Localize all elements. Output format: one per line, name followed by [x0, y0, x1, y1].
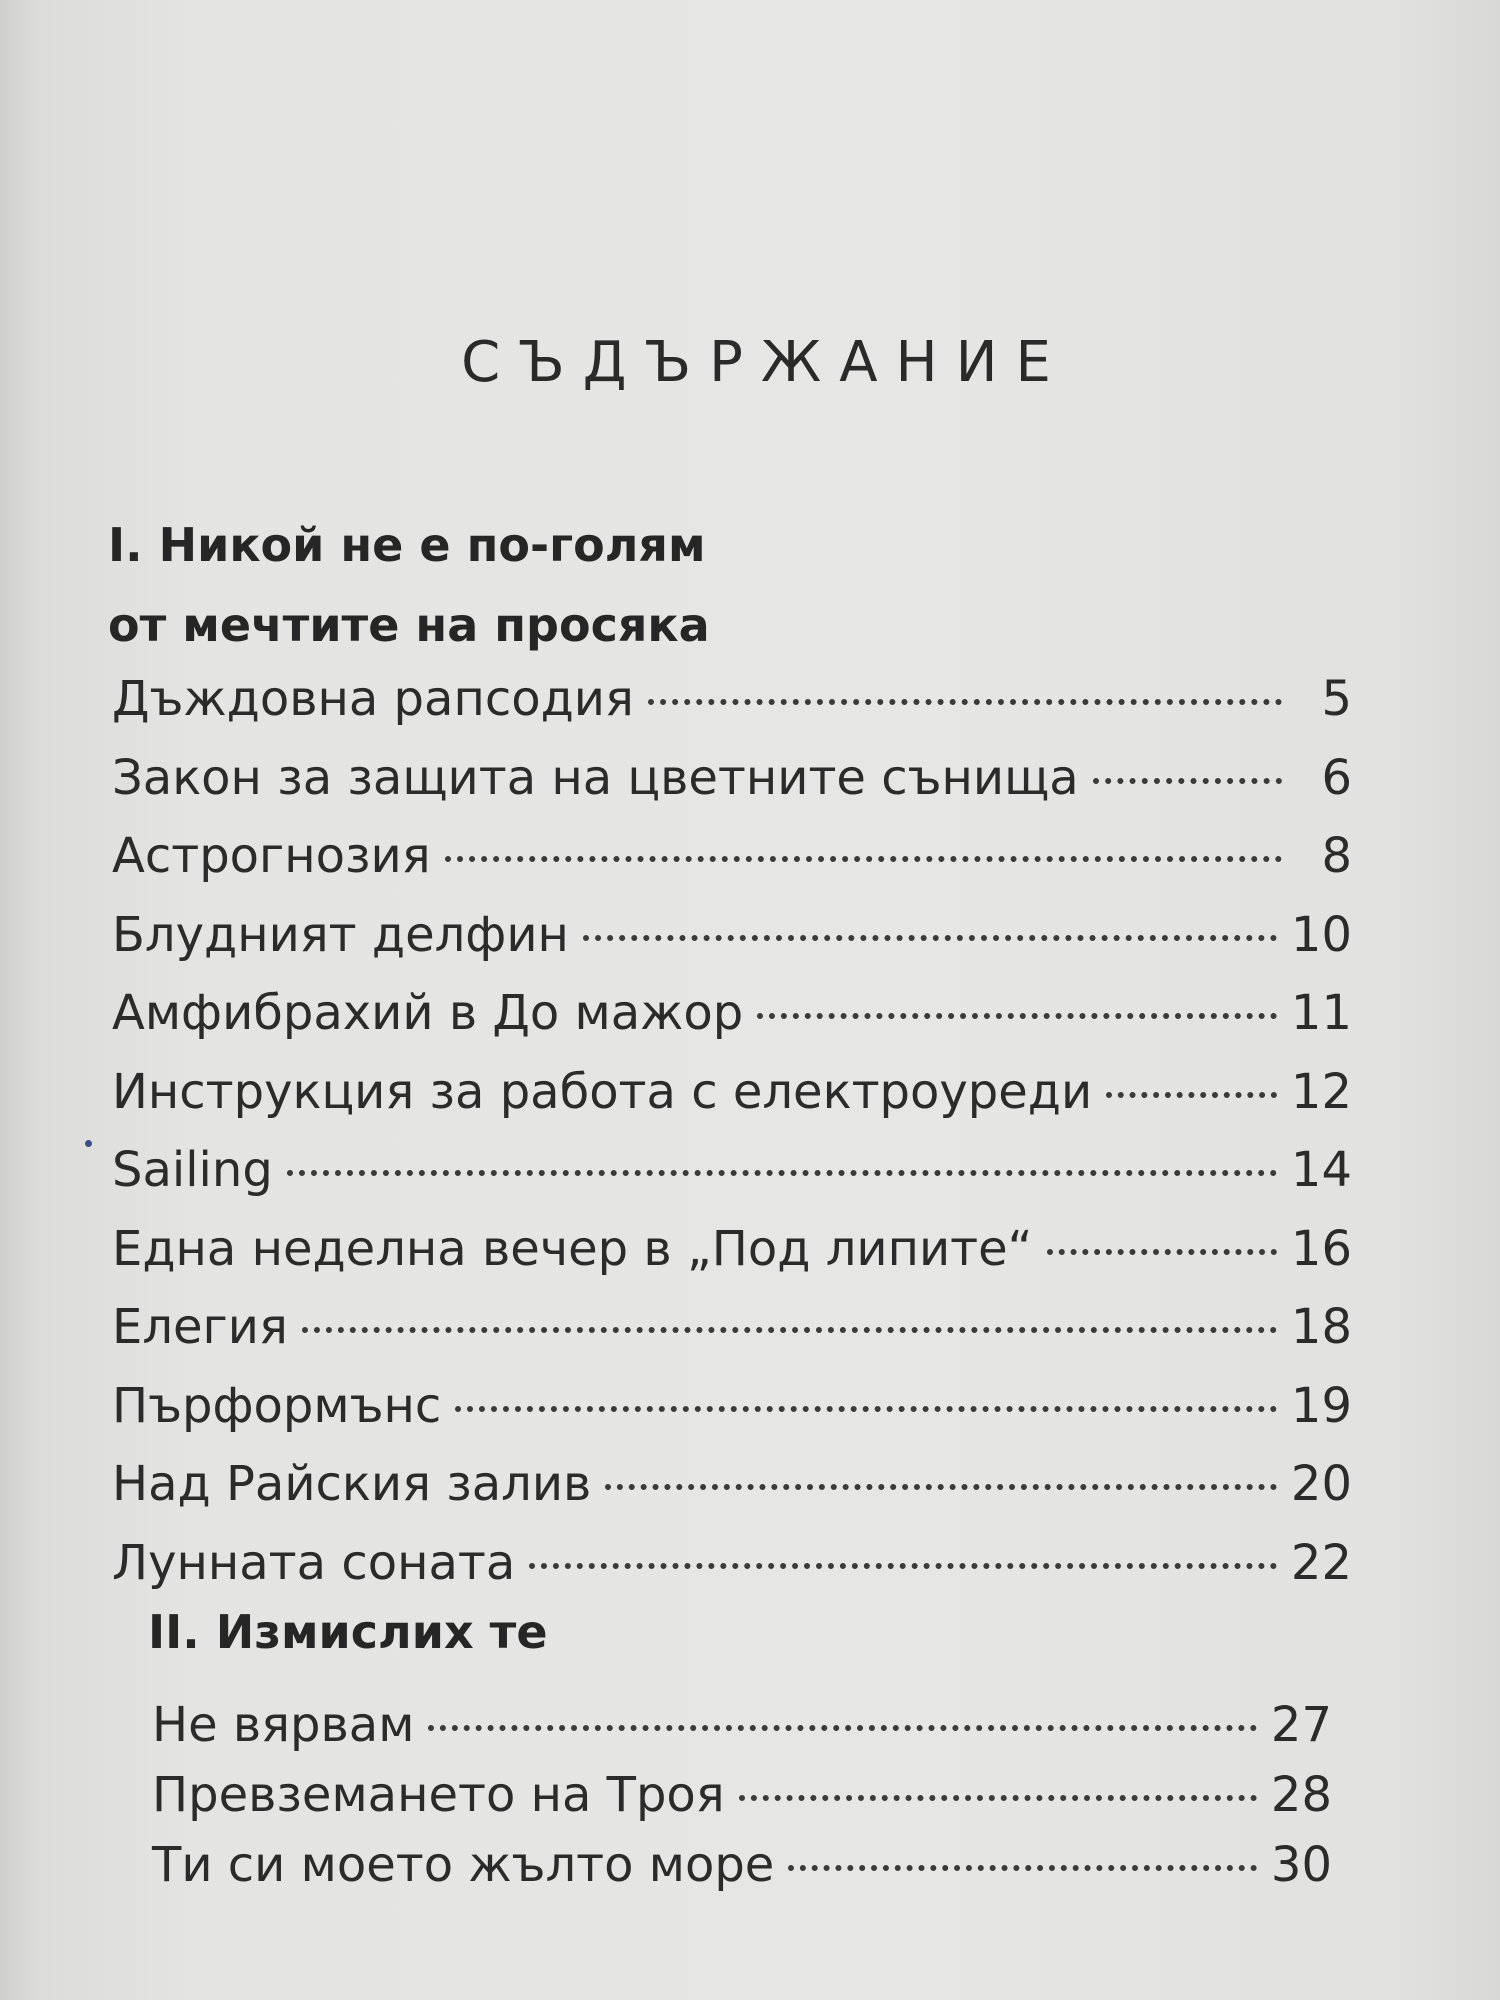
toc-entry — [112, 1367, 1352, 1446]
toc-entry — [152, 1690, 1332, 1760]
dot-leader — [445, 856, 1282, 862]
entry-title: Елегия — [112, 1299, 288, 1355]
entry-page: 28 — [1270, 1767, 1332, 1823]
entry-title: Амфибрахий в До мажор — [112, 985, 744, 1041]
entry-title: Инструкция за работа с електроуреди — [112, 1063, 1093, 1120]
toc-entry — [112, 974, 1352, 1053]
dot-leader — [788, 1865, 1257, 1871]
section-2-entries — [152, 1690, 1332, 1900]
dot-leader — [583, 935, 1277, 941]
entry-page: 16 — [1290, 1220, 1352, 1277]
toc-entry — [112, 896, 1352, 975]
entry-page: 22 — [1290, 1534, 1352, 1591]
section-1-title-line-1: I. Никой не е по-голям — [108, 518, 706, 572]
entry-page: 20 — [1290, 1456, 1352, 1512]
entry-page: 14 — [1290, 1142, 1352, 1198]
entry-page: 5 — [1321, 671, 1352, 727]
toc-entry — [112, 1524, 1352, 1603]
dot-leader — [1093, 778, 1282, 784]
entry-title: Блудният делфин — [112, 906, 569, 963]
entry-title: Астрогнозия — [112, 828, 431, 884]
dot-leader — [605, 1484, 1277, 1490]
dot-leader — [1106, 1092, 1277, 1098]
dot-leader — [455, 1406, 1277, 1412]
section-1-title — [108, 505, 710, 665]
dot-leader — [739, 1795, 1257, 1801]
entry-title: Превземането на Троя — [152, 1767, 725, 1823]
toc-entry — [112, 1445, 1352, 1524]
entry-page: 30 — [1270, 1837, 1332, 1893]
ink-dot-mark — [85, 1140, 92, 1147]
section-1-title-line-2: от мечтите на просяка — [108, 598, 710, 652]
toc-entry — [112, 739, 1352, 818]
toc-entry — [112, 1053, 1352, 1132]
entry-title: Лунната соната — [112, 1534, 516, 1591]
entry-page: 8 — [1321, 828, 1352, 884]
toc-entry — [152, 1830, 1332, 1900]
section-1-entries — [112, 660, 1352, 1602]
toc-entry — [112, 1131, 1352, 1210]
toc-entry — [112, 817, 1352, 896]
toc-entry — [152, 1760, 1332, 1830]
dot-leader — [428, 1725, 1256, 1731]
entry-page: 10 — [1290, 906, 1352, 963]
dot-leader — [287, 1170, 1277, 1176]
entry-page: 19 — [1290, 1377, 1352, 1434]
entry-page: 11 — [1290, 985, 1352, 1041]
entry-title: Ти си моето жълто море — [152, 1837, 775, 1893]
entry-title: Една неделна вечер в „Под липите“ — [112, 1220, 1033, 1277]
entry-title: Дъждовна рапсодия — [112, 671, 634, 727]
entry-page: 12 — [1290, 1063, 1352, 1120]
dot-leader — [648, 699, 1282, 705]
entry-page: 27 — [1270, 1697, 1332, 1753]
entry-title: Над Райския залив — [112, 1456, 592, 1512]
toc-entry — [112, 660, 1352, 739]
entry-title: Закон за защита на цветните сънища — [112, 749, 1079, 806]
page-title: СЪДЪРЖАНИЕ — [461, 330, 1069, 395]
dot-leader — [529, 1563, 1277, 1569]
dot-leader — [757, 1013, 1277, 1019]
entry-title: Sailing — [112, 1142, 273, 1198]
entry-page: 6 — [1321, 749, 1352, 806]
dot-leader — [302, 1327, 1277, 1333]
entry-title: Не вярвам — [152, 1697, 415, 1753]
toc-entry — [112, 1288, 1352, 1367]
entry-page: 18 — [1290, 1299, 1352, 1355]
entry-title: Пърформънс — [112, 1377, 442, 1434]
toc-entry — [112, 1210, 1352, 1289]
dot-leader — [1047, 1249, 1277, 1255]
section-2-title: II. Измислих те — [148, 1605, 548, 1659]
